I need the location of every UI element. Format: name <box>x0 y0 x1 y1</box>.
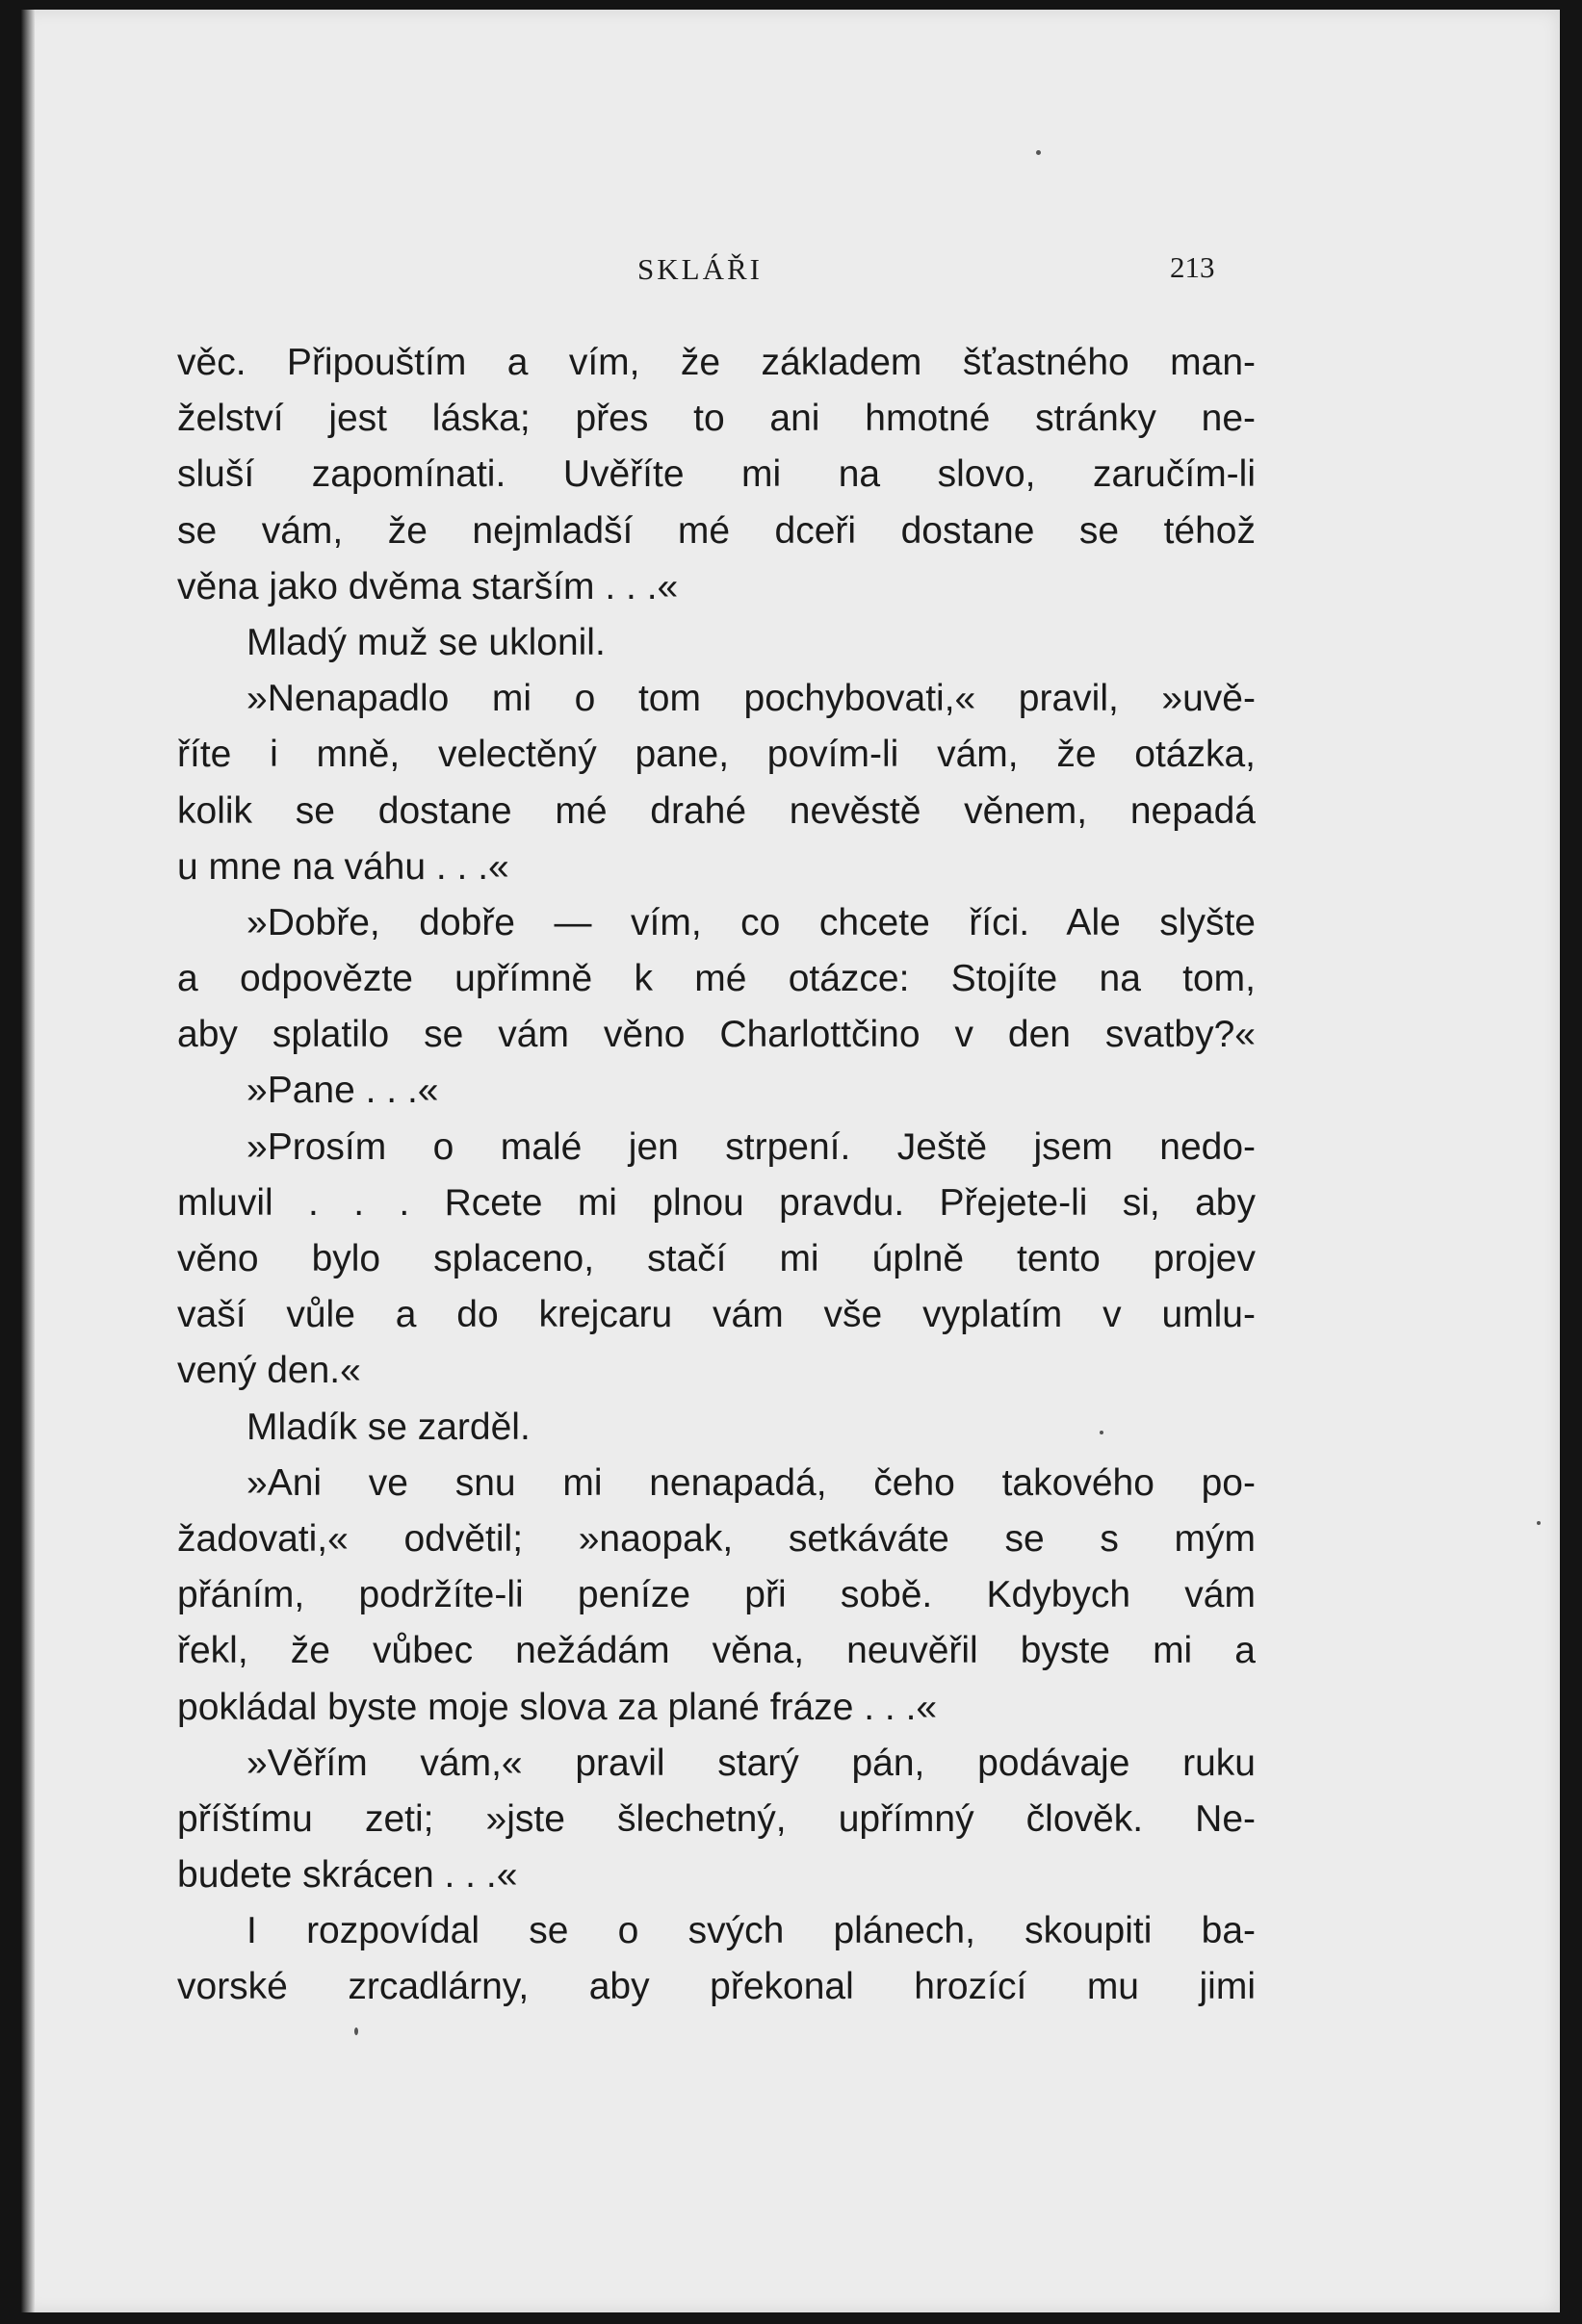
text-line: »Nenapadlo mi o tom pochybovati,« pravil, »uvě- <box>246 678 1256 720</box>
text-line: I rozpovídal se o svých plánech, skoupiti ba- <box>246 1910 1256 1952</box>
text-line: u mne na váhu . . .« <box>177 845 509 888</box>
text-line: říte i mně, velectěný pane, povím-li vám, že otázka, <box>177 734 1256 776</box>
scan-speck <box>354 2027 358 2035</box>
text-line: kolik se dostane mé drahé nevěstě věnem, nepadá <box>177 789 1256 832</box>
text-line: mluvil . . . Rcete mi plnou pravdu. Přejete-li si, aby <box>177 1181 1256 1224</box>
text-line: věna jako dvěma starším . . .« <box>177 565 679 607</box>
page-header <box>21 248 1560 297</box>
text-line: vorské zrcadlárny, aby překonal hrozící mu jimi <box>177 1966 1256 2008</box>
scan-speck <box>1537 1521 1541 1525</box>
running-title: SKLÁŘI <box>637 252 763 286</box>
text-line: příštímu zeti; »jste šlechetný, upřímný člověk. Ne- <box>177 1797 1256 1840</box>
text-line: »Pane . . .« <box>246 1070 439 1112</box>
text-line: řekl, že vůbec nežádám věna, neuvěřil byste mi a <box>177 1630 1256 1672</box>
text-line: aby splatilo se vám věno Charlottčino v den svatby?« <box>177 1014 1256 1056</box>
text-line: »Prosím o malé jen strpení. Ještě jsem nedo- <box>246 1125 1256 1168</box>
text-line: žadovati,« odvětil; »naopak, setkáváte se s mým <box>177 1517 1256 1560</box>
text-line: »Ani ve snu mi nenapadá, čeho takového po- <box>246 1461 1256 1504</box>
text-line: vený den.« <box>177 1350 361 1392</box>
text-line: věc. Připouštím a vím, že základem šťastného man- <box>177 342 1256 383</box>
text-line: Mladý muž se uklonil. <box>246 621 606 663</box>
text-line: »Dobře, dobře — vím, co chcete říci. Ale slyšte <box>246 901 1256 943</box>
text-line: a odpovězte upřímně k mé otázce: Stojíte na tom, <box>177 958 1256 1000</box>
text-line: přáním, podržíte-li peníze při sobě. Kdybych vám <box>177 1574 1256 1616</box>
scan-speck <box>1100 1431 1103 1434</box>
book-page <box>21 10 1560 2312</box>
text-line: budete skrácen . . .« <box>177 1854 518 1897</box>
page-number: 213 <box>1170 250 1215 284</box>
text-line: Mladík se zarděl. <box>246 1406 531 1448</box>
text-line: věno bylo splaceno, stačí mi úplně tento projev <box>177 1238 1256 1279</box>
page-edge-shadow <box>21 10 35 2312</box>
text-line: »Věřím vám,« pravil starý pán, podávaje ruku <box>246 1742 1256 1784</box>
text-line: vaší vůle a do krejcaru vám vše vyplatím v umlu- <box>177 1294 1256 1336</box>
scan-speck <box>1036 150 1041 155</box>
text-line: sluší zapomínati. Uvěříte mi na slovo, zaručím-li <box>177 453 1256 496</box>
text-line: želství jest láska; přes to ani hmotné stránky ne- <box>177 398 1256 440</box>
body-text <box>177 335 1256 2016</box>
text-line: pokládal byste moje slova za plané fráze . . .« <box>177 1686 938 1728</box>
text-line: se vám, že nejmladší mé dceři dostane se téhož <box>177 509 1256 552</box>
